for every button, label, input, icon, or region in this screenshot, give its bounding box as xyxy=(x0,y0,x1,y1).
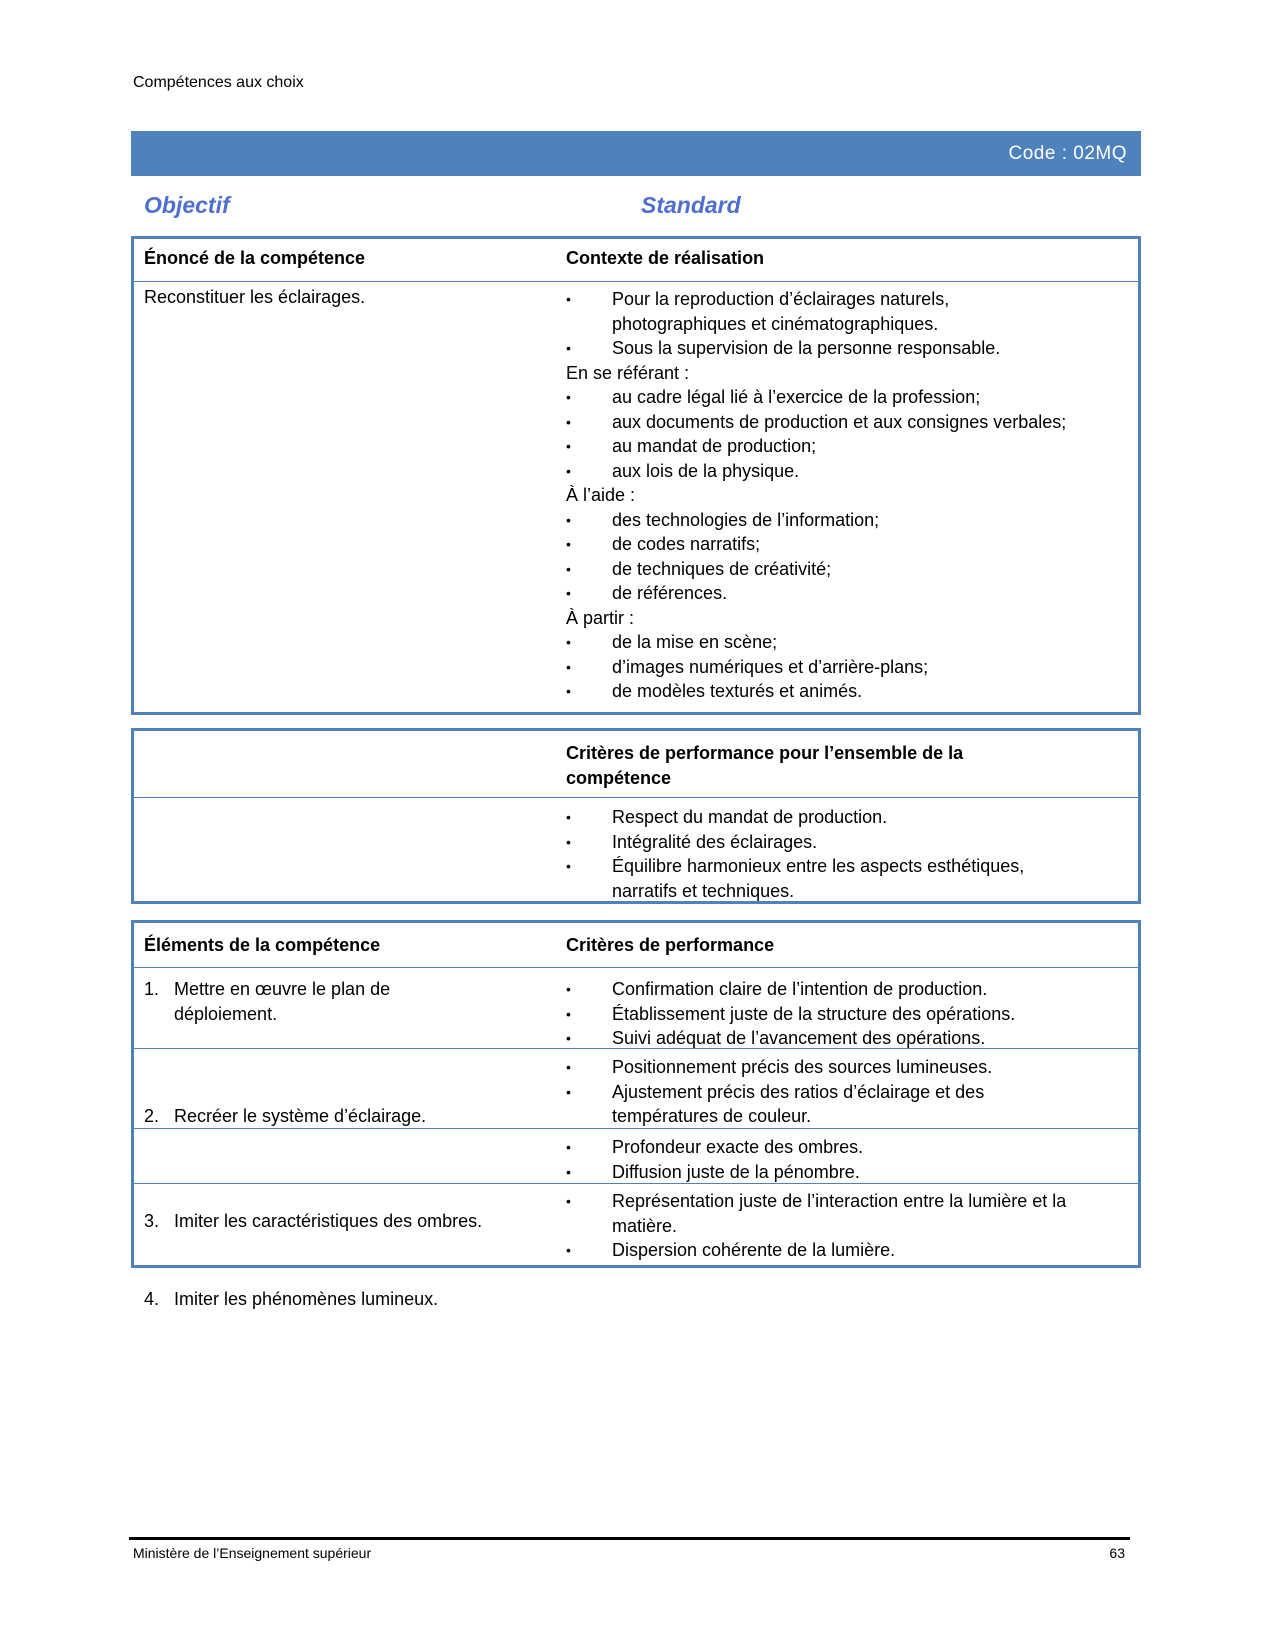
bullet-icon: • xyxy=(566,1139,571,1155)
bullet-icon: • xyxy=(566,462,571,479)
bullet-text xyxy=(612,581,1136,606)
footer-ministry: Ministère de l’Enseignement supérieur xyxy=(133,1545,372,1561)
text-line: Dispersion cohérente de la lumière. xyxy=(612,1240,896,1260)
element-text xyxy=(174,977,574,1026)
table-enonce-contexte xyxy=(131,236,1141,715)
bullet-text xyxy=(612,1135,1136,1160)
bullet-text xyxy=(612,1002,1136,1027)
element-item xyxy=(144,977,574,1026)
bullet-text xyxy=(612,1026,1136,1051)
text-line: Établissement juste de la structure des opérations. xyxy=(612,1003,1016,1024)
bullet-text xyxy=(612,434,1136,459)
enonce-header: Énoncé de la compétence xyxy=(144,248,366,268)
text-line: Équilibre harmonieux entre les aspects esthétiques, xyxy=(612,856,1025,876)
bullet-item xyxy=(566,655,1136,680)
element-text xyxy=(174,1287,574,1312)
bullet-icon: • xyxy=(566,634,571,650)
bullet-item xyxy=(566,581,1136,606)
bullet-item xyxy=(566,854,1136,903)
text-line: aux lois de la physique. xyxy=(612,460,800,481)
bullet-item xyxy=(566,434,1136,459)
bullet-item xyxy=(566,557,1136,582)
criteres-header: Critères de performance xyxy=(566,935,775,955)
element-number: 4. xyxy=(144,1289,160,1309)
bullet-icon: • xyxy=(566,413,571,430)
table-divider xyxy=(134,967,1138,968)
bullet-icon: • xyxy=(566,585,571,601)
text-line: Mettre en œuvre le plan de xyxy=(174,979,391,999)
bullet-item xyxy=(566,336,1136,361)
bullet-item xyxy=(566,532,1136,557)
element-number: 1. xyxy=(144,979,160,999)
text-line: de codes narratifs; xyxy=(612,534,761,554)
text-line: Suivi adéquat de l’avancement des opérations. xyxy=(612,1028,986,1048)
bullet-item xyxy=(566,1135,1136,1160)
bullet-item xyxy=(566,1189,1136,1238)
bullet-text xyxy=(612,655,1136,680)
section-objectif-heading: Objectif xyxy=(144,192,230,218)
bullet-item xyxy=(566,679,1136,704)
bullet-icon: • xyxy=(566,658,571,675)
code-bar xyxy=(131,131,1141,176)
element-item xyxy=(144,1287,574,1312)
bullet-item xyxy=(566,385,1136,410)
bullet-item xyxy=(566,459,1136,484)
element-item xyxy=(144,1209,574,1234)
text-line: Sous la supervision de la personne responsable. xyxy=(612,338,1001,358)
text-line: Critères de performance pour l’ensemble de la xyxy=(566,743,964,763)
bullet-icon: • xyxy=(566,291,571,307)
text-line: Pour la reproduction d’éclairages naturels, xyxy=(612,289,950,309)
bullet-text xyxy=(612,1238,1136,1263)
bullet-icon: • xyxy=(566,981,571,997)
bullet-icon: • xyxy=(566,438,571,454)
text-line: Confirmation claire de l’intention de production. xyxy=(612,979,988,999)
bullet-icon: • xyxy=(566,809,571,825)
context-subheading xyxy=(566,361,1136,386)
element-item xyxy=(144,1104,574,1129)
page-header-title: Compétences aux choix xyxy=(133,74,304,91)
text-line: narratifs et techniques. xyxy=(612,880,795,901)
criteria-list xyxy=(566,977,1136,1051)
element-number: 2. xyxy=(144,1106,160,1126)
table-divider xyxy=(134,797,1138,798)
bullet-icon: • xyxy=(566,858,571,874)
bullet-icon: • xyxy=(566,389,571,405)
bullet-text xyxy=(612,977,1136,1002)
competency-code: Code : 02MQ xyxy=(1008,143,1127,164)
text-line: photographiques et cinématographiques. xyxy=(612,313,939,334)
table-criteres-ensemble xyxy=(131,728,1141,904)
text-line: Recréer le système d’éclairage. xyxy=(174,1106,427,1126)
bullet-item xyxy=(566,630,1136,655)
bullet-text xyxy=(612,532,1136,557)
bullet-icon: • xyxy=(566,683,571,699)
context-subheading xyxy=(566,483,1136,508)
element-text xyxy=(174,1209,574,1234)
text-line: de techniques de créativité; xyxy=(612,558,832,579)
row-divider xyxy=(134,1128,1138,1129)
bullet-icon: • xyxy=(566,1242,571,1258)
bullet-icon: • xyxy=(566,1030,571,1046)
bullet-text xyxy=(612,1055,1136,1080)
text-line: des technologies de l’information; xyxy=(612,509,880,530)
bullet-item xyxy=(566,1160,1136,1185)
text-line: de références. xyxy=(612,583,728,603)
bullet-text xyxy=(612,287,1136,336)
bullet-text xyxy=(612,385,1136,410)
text-line: températures de couleur. xyxy=(612,1106,812,1126)
row-divider xyxy=(134,1048,1138,1049)
text-line: Ajustement précis des ratios d’éclairage et des xyxy=(612,1081,985,1102)
table-divider xyxy=(134,281,1138,282)
criteria-list xyxy=(566,1055,1136,1129)
bullet-icon: • xyxy=(566,1163,571,1180)
bullet-text xyxy=(612,336,1136,361)
text-line: au cadre légal lié à l’exercice de la profession; xyxy=(612,387,981,407)
bullet-item xyxy=(566,508,1136,533)
bullet-text xyxy=(612,508,1136,533)
text-line: déploiement. xyxy=(174,1003,278,1024)
text-line: En se référant : xyxy=(566,362,690,383)
criteres-ensemble-list xyxy=(566,805,1136,903)
bullet-icon: • xyxy=(566,1059,571,1075)
text-line: au mandat de production; xyxy=(612,436,817,456)
bullet-item xyxy=(566,977,1136,1002)
bullet-icon: • xyxy=(566,833,571,850)
bullet-text xyxy=(612,1160,1136,1185)
row-divider xyxy=(134,1183,1138,1184)
text-line: de modèles texturés et animés. xyxy=(612,681,863,701)
footer-page-number: 63 xyxy=(1109,1545,1125,1561)
bullet-text xyxy=(612,805,1136,830)
footer-rule xyxy=(129,1537,1130,1540)
bullet-text xyxy=(612,410,1136,435)
bullet-item xyxy=(566,1080,1136,1129)
text-line: d’images numériques et d’arrière-plans; xyxy=(612,656,929,677)
table-elements-criteres xyxy=(131,920,1141,1309)
contexte-list xyxy=(566,287,1136,704)
bullet-text xyxy=(612,830,1136,855)
bullet-text xyxy=(612,1080,1136,1129)
text-line: de la mise en scène; xyxy=(612,632,778,652)
bullet-icon: • xyxy=(566,340,571,356)
text-line: Représentation juste de l’interaction entre la lumière et la xyxy=(612,1191,1067,1211)
text-line: Respect du mandat de production. xyxy=(612,807,888,827)
text-line: Diffusion juste de la pénombre. xyxy=(612,1161,860,1182)
bullet-icon: • xyxy=(566,560,571,577)
bullet-item xyxy=(566,1002,1136,1027)
text-line: À partir : xyxy=(566,607,635,628)
bullet-icon: • xyxy=(566,536,571,552)
enonce-text: Reconstituer les éclairages. xyxy=(144,287,366,307)
text-line: Positionnement précis des sources lumineuses. xyxy=(612,1057,993,1077)
bullet-text xyxy=(612,1189,1136,1238)
bullet-text xyxy=(612,854,1136,903)
element-number: 3. xyxy=(144,1210,160,1231)
bullet-icon: • xyxy=(566,1005,571,1022)
bullet-item xyxy=(566,830,1136,855)
text-line: Imiter les caractéristiques des ombres. xyxy=(174,1210,483,1231)
bullet-item xyxy=(566,1026,1136,1051)
text-line: À l’aide : xyxy=(566,485,636,505)
bullet-text xyxy=(612,630,1136,655)
bullet-item xyxy=(566,410,1136,435)
criteres-ensemble-header xyxy=(566,741,1136,790)
bullet-text xyxy=(612,557,1136,582)
text-line: aux documents de production et aux consignes verbales; xyxy=(612,411,1067,432)
section-standard-heading: Standard xyxy=(641,192,741,218)
context-subheading xyxy=(566,606,1136,631)
text-line: compétence xyxy=(566,767,672,788)
criteria-list xyxy=(566,1135,1136,1184)
bullet-item xyxy=(566,1238,1136,1263)
bullet-text xyxy=(612,459,1136,484)
bullet-item xyxy=(566,1055,1136,1080)
text-line: Intégralité des éclairages. xyxy=(612,831,818,852)
bullet-item xyxy=(566,287,1136,336)
bullet-icon: • xyxy=(566,1083,571,1100)
elements-header: Éléments de la compétence xyxy=(144,935,381,955)
text-line: Imiter les phénomènes lumineux. xyxy=(174,1289,439,1309)
text-line: Profondeur exacte des ombres. xyxy=(612,1137,864,1157)
text-line: matière. xyxy=(612,1215,678,1236)
bullet-item xyxy=(566,805,1136,830)
element-text xyxy=(174,1104,574,1129)
bullet-icon: • xyxy=(566,1193,571,1209)
bullet-icon: • xyxy=(566,511,571,528)
bullet-text xyxy=(612,679,1136,704)
contexte-header: Contexte de réalisation xyxy=(566,248,765,268)
criteria-list xyxy=(566,1189,1136,1263)
